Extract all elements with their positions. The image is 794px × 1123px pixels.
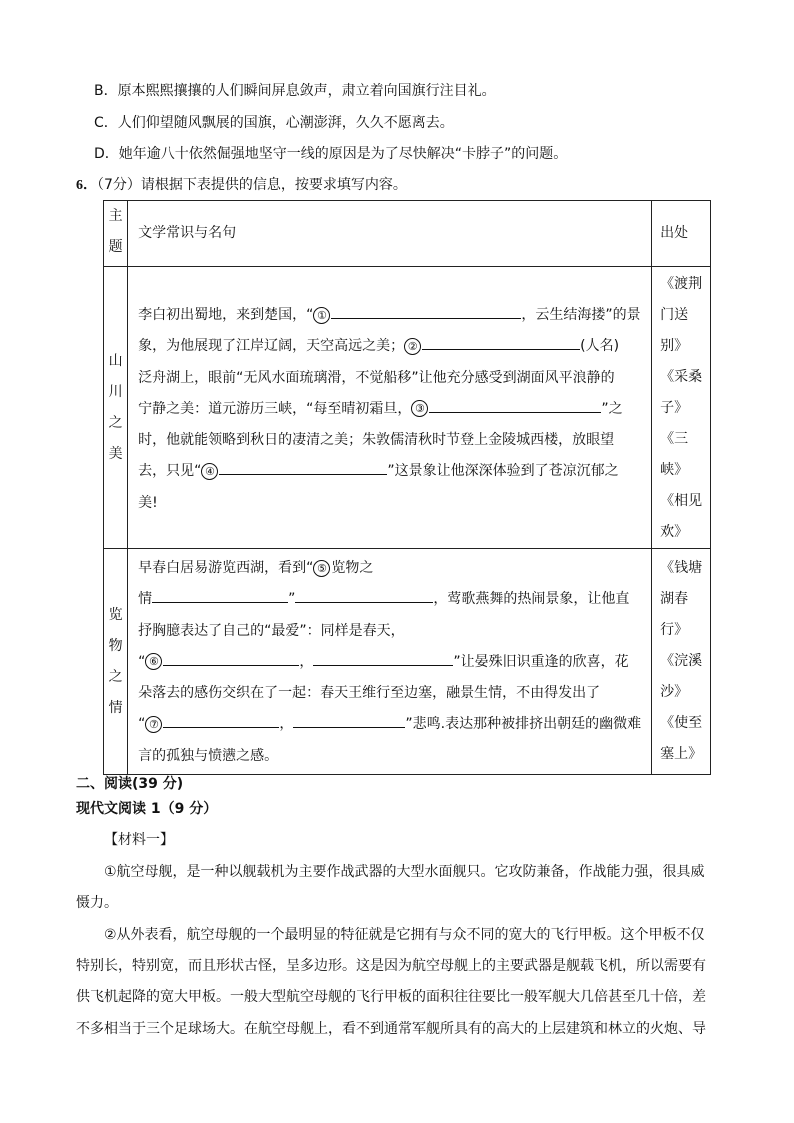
theme-char: 情 [108, 699, 123, 716]
content-mountains [128, 267, 652, 549]
paragraph-line: ①航空母舰，是一种以舰载机为主要作战武器的大型水面舰只。它攻防兼备，作战能力强，很具威 [104, 864, 705, 880]
source-line: 《使至 [660, 715, 703, 731]
text-line: 抒胸臆表达了自己的“最爱”：同样是春天， [138, 622, 405, 639]
theme-feelings [104, 549, 128, 775]
table-row-mountains [104, 267, 711, 549]
text-line: 去，只见“ ④ ”这景象让他深深体验到了苍凉沉郁之 [138, 456, 641, 487]
blank-marker: ② [404, 338, 421, 355]
blank-marker: ⑥ [145, 653, 162, 670]
header-theme [104, 201, 128, 267]
source-line: 欢》 [660, 524, 689, 540]
blank-marker: ⑦ [145, 716, 162, 733]
literature-table [103, 200, 711, 775]
paragraph-line: 不多相当于三个足球场大。在航空母舰上，看不到通常军舰所具有的高大的上层建筑和林立的火炮、导 [76, 1021, 706, 1037]
blank-marker: ④ [201, 463, 218, 480]
source-line: 《三 [660, 431, 689, 447]
source-line: 《采桑 [660, 369, 703, 385]
option-c: C．人们仰望随风飘展的国旗，心潮澎湃，久久不愿离去。 [94, 115, 454, 131]
blank-marker: ⑤ [313, 560, 330, 577]
source-line: 门送 [660, 307, 689, 323]
source-line: 子》 [660, 400, 689, 416]
paragraph-line: 慑力。 [76, 895, 118, 911]
blank-marker: ① [313, 307, 330, 324]
text-line: 泛舟湖上，眼前“无风水面琉璃滑，不觉船移”让他充分感受到湖面风平浪静的 [138, 369, 615, 386]
answer-blank-7b[interactable] [293, 713, 405, 728]
text-line: 宁静之美：道元游历三峡，“每至晴初霜旦， ③ ”之 [138, 394, 641, 425]
material-label: 【材料一】 [104, 832, 174, 848]
header-source [652, 201, 711, 267]
source-mountains [652, 267, 711, 549]
source-line: 《钱塘 [660, 560, 703, 576]
theme-char: 物 [108, 637, 123, 654]
option-b: B．原本熙熙攘攘的人们瞬间屏息敛声，肃立着向国旗行注目礼。 [94, 83, 496, 99]
theme-char: 览 [108, 606, 123, 623]
text-line: 时，他就能领略到秋日的凄清之美；朱敦儒清秋时节登上金陵城西楼，放眼望 [138, 432, 615, 449]
paragraph-line: 特别长，特别宽，而且形状古怪，呈多边形。这是因为航空母舰上的主要武器是舰载飞机，所以需要有 [76, 958, 706, 974]
question-score: （7分） [97, 177, 141, 193]
header-theme-char: 题 [108, 239, 123, 255]
source-line: 湖春 [660, 591, 689, 607]
content-feelings [128, 549, 652, 775]
question-prompt: 请根据下表提供的信息，按要求填写内容。 [140, 177, 407, 193]
answer-blank-4[interactable] [219, 460, 387, 475]
header-content [128, 201, 652, 267]
text-line: 象，为他展现了江岸辽阔，天空高远之美； ② (人名) [138, 331, 641, 362]
option-d: D．她年逾八十依然倔强地坚守一线的原因是为了尽快解决“卡脖子”的问题。 [94, 146, 568, 162]
theme-char: 美 [108, 445, 123, 462]
blank-marker: ③ [411, 400, 428, 417]
answer-blank-6a[interactable] [163, 651, 299, 666]
theme-mountains [104, 267, 128, 549]
answer-blank-2[interactable] [422, 335, 580, 350]
source-line: 《浣溪 [660, 653, 703, 669]
source-line: 塞上》 [660, 746, 703, 762]
answer-blank-3[interactable] [429, 398, 601, 413]
question-6 [76, 175, 407, 196]
source-line: 沙》 [660, 684, 689, 700]
source-line: 峡》 [660, 462, 689, 478]
answer-blank-1[interactable] [331, 304, 521, 319]
source-line: 《相见 [660, 493, 703, 509]
header-theme-char: 主 [108, 208, 123, 224]
text-line: “ ⑥ ， ”让晏殊旧识重逢的欣喜，花 [138, 647, 641, 678]
header-source-label: 出处 [660, 225, 689, 241]
paragraph-line: 供飞机起降的宽大甲板。一般大型航空母舰的飞行甲板的面积往往要比一般军舰大几倍甚至几十倍，差 [76, 989, 706, 1005]
answer-blank-7a[interactable] [163, 713, 279, 728]
theme-char: 之 [108, 414, 123, 431]
table-header-row [104, 201, 711, 267]
answer-blank-6b[interactable] [313, 651, 453, 666]
answer-blank-5b[interactable] [295, 588, 433, 603]
text-line: 朵落去的感伤交织在了一起：春天王维行至边塞，融景生情，不由得发出了 [138, 685, 601, 702]
text-line: 言的孤独与愤懑之感。 [138, 747, 279, 764]
text-line: 李白初出蜀地，来到楚国，“ ① ，云生结海搂”的景 [138, 300, 641, 331]
text-line: 美! [138, 494, 158, 511]
theme-char: 山 [108, 352, 123, 369]
source-line: 别》 [660, 338, 689, 354]
text-line: 早春白居易游览西湖，看到“ ⑤ 览物之 [138, 560, 374, 576]
answer-blank-5a[interactable] [152, 588, 288, 603]
source-line: 行》 [660, 622, 689, 638]
source-line: 《渡荆 [660, 276, 703, 292]
table-row-feelings [104, 549, 711, 775]
question-number: 6． [76, 178, 97, 193]
section-heading: 二、阅读(39 分) [76, 776, 184, 792]
text-line: 情 ” ，莺歌燕舞的热闹景象，让他直 [138, 584, 641, 615]
source-feelings [652, 549, 711, 775]
theme-char: 之 [108, 668, 123, 685]
paragraph-line: ②从外表看，航空母舰的一个最明显的特征就是它拥有与众不同的宽大的飞行甲板。这个甲板不仅 [104, 927, 705, 943]
theme-char: 川 [108, 383, 123, 400]
header-content-label: 文学常识与名句 [138, 225, 237, 241]
text-line: “ ⑦ ， ”悲鸣.表达那种被排挤出朝廷的幽微难 [138, 709, 641, 740]
section-subheading: 现代文阅读 1（9 分） [76, 801, 218, 817]
